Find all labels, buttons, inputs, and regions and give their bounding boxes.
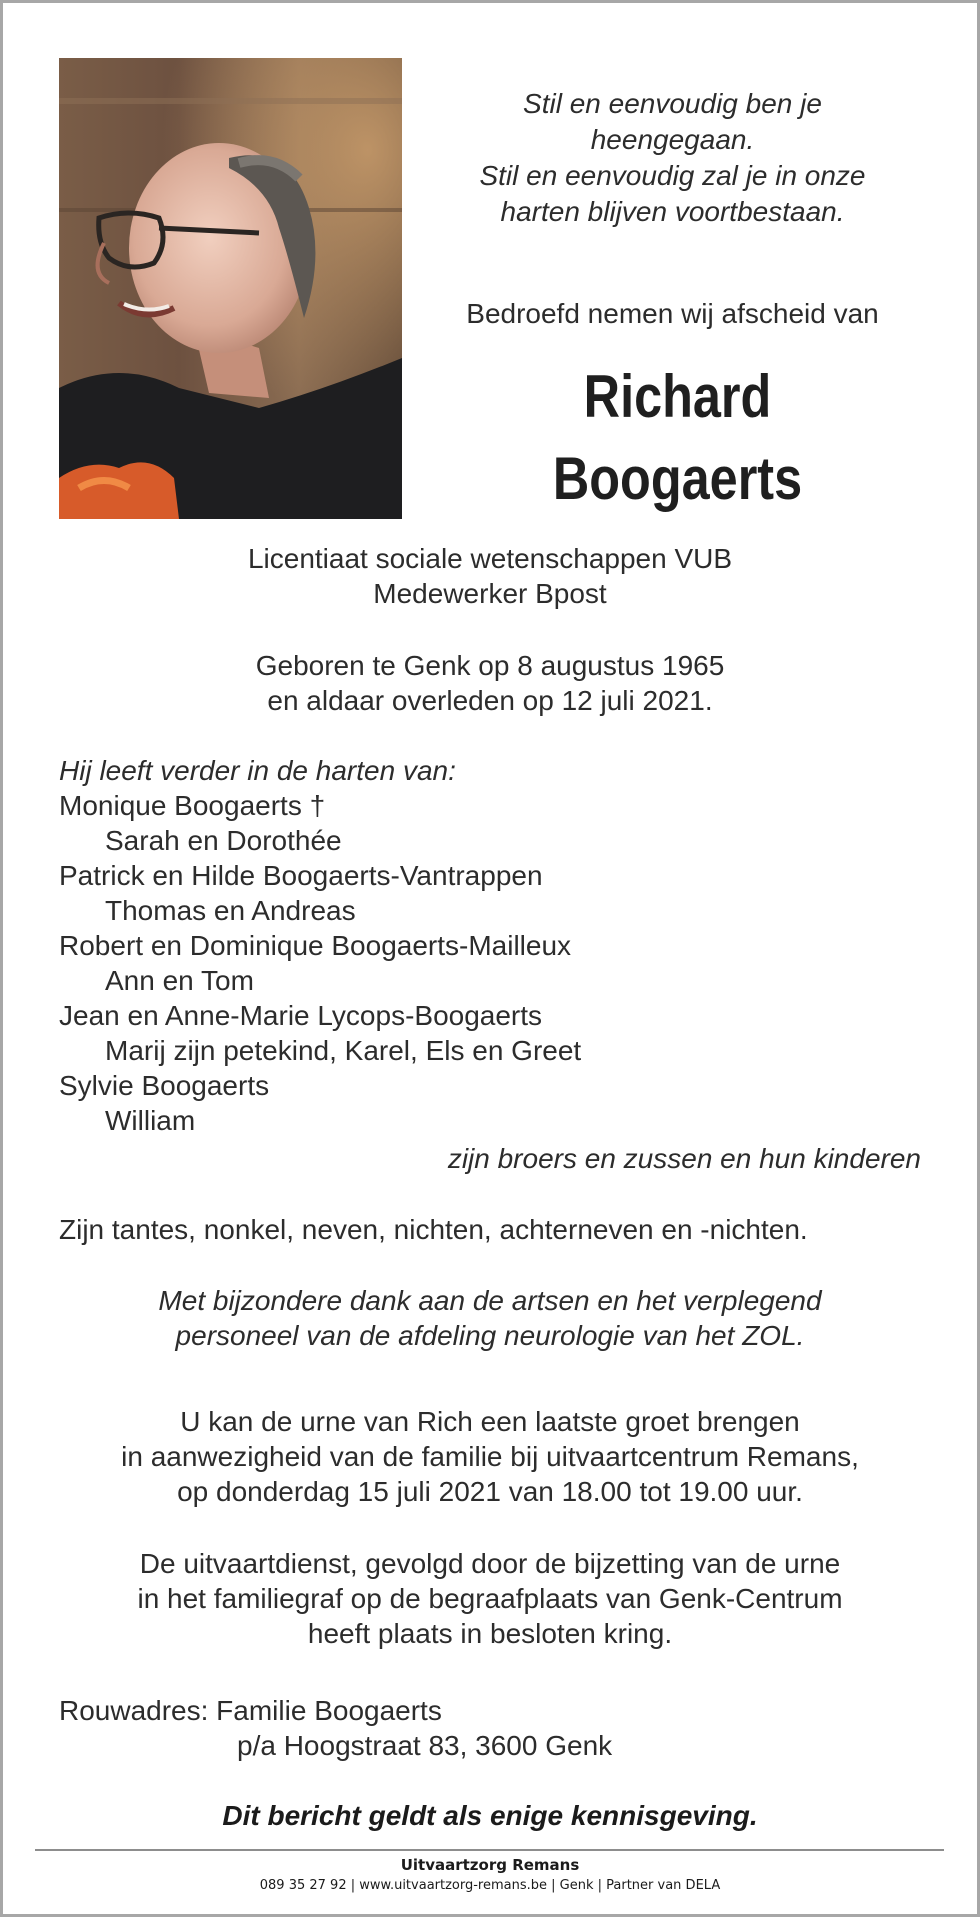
visitation-line: op donderdag 15 juli 2021 van 18.00 tot 19.00 uur.	[177, 1476, 803, 1507]
address-line: Rouwadres: Familie Boogaerts	[59, 1695, 442, 1726]
funeral-home-details: 089 35 27 92 | www.uitvaartzorg-remans.be | Genk | Partner van DELA	[259, 1878, 721, 1893]
death-line: en aldaar overleden op 12 juli 2021.	[267, 685, 713, 716]
occupation-line: Licentiaat sociale wetenschappen VUB	[247, 543, 733, 574]
address-line: p/a Hoogstraat 83, 3600 Genk	[237, 1730, 613, 1761]
family-closing: zijn broers en zussen en hun kinderen	[447, 1143, 921, 1174]
family-heading: Hij leeft verder in de harten van:	[59, 755, 456, 786]
family-member: Patrick en Hilde Boogaerts-Vantrappen	[59, 860, 543, 891]
family-member: Monique Boogaerts †	[59, 790, 326, 821]
service-line: De uitvaartdienst, gevolgd door de bijzetting van de urne	[139, 1548, 841, 1579]
visitation	[59, 1404, 921, 1509]
funeral-home-name: Uitvaartzorg Remans	[400, 1856, 580, 1874]
family-children: Ann en Tom	[105, 965, 254, 996]
service-line: heeft plaats in besloten kring.	[307, 1618, 673, 1649]
family-children: Sarah en Dorothée	[105, 825, 342, 856]
family-list	[59, 753, 939, 1138]
family-member: Sylvie Boogaerts	[59, 1070, 270, 1101]
family-children: Marij zijn petekind, Karel, Els en Greet	[105, 1035, 582, 1066]
mourning-address	[59, 1693, 939, 1763]
extended-family: Zijn tantes, nonkel, neven, nichten, achterneven en -nichten.	[59, 1214, 808, 1245]
birth-line: Geboren te Genk op 8 augustus 1965	[255, 650, 725, 681]
visitation-line: in aanwezigheid van de familie bij uitvaartcentrum Remans,	[121, 1441, 859, 1472]
occupation	[59, 541, 921, 611]
service-line: in het familiegraf op de begraafplaats van Genk-Centrum	[137, 1583, 843, 1614]
poem-line: harten blijven voortbestaan.	[500, 196, 845, 227]
thanks-line: Met bijzondere dank aan de artsen en het verplegend	[158, 1285, 822, 1316]
announcement: Bedroefd nemen wij afscheid van	[466, 298, 879, 329]
poem-line: heengegaan.	[590, 124, 755, 155]
footer-divider	[35, 1849, 944, 1851]
visitation-line: U kan de urne van Rich een laatste groet brengen	[180, 1406, 800, 1437]
notice: Dit bericht geldt als enige kennisgeving.	[222, 1800, 758, 1831]
birth-death	[59, 648, 921, 718]
family-children: Thomas en Andreas	[105, 895, 356, 926]
family-member: Jean en Anne-Marie Lycops-Boogaerts	[59, 1000, 543, 1031]
family-children: William	[105, 1105, 196, 1136]
thanks	[59, 1283, 921, 1353]
poem-line: Stil en eenvoudig zal je in onze	[479, 160, 866, 191]
thanks-line: personeel van de afdeling neurologie van het ZOL.	[175, 1320, 805, 1351]
family-member: Robert en Dominique Boogaerts-Mailleux	[59, 930, 572, 961]
portrait-photo	[59, 58, 402, 519]
service	[59, 1546, 921, 1651]
occupation-line: Medewerker Bpost	[373, 578, 607, 609]
poem	[420, 86, 925, 230]
deceased-name: Richard Boogaerts	[552, 363, 803, 512]
poem-line: Stil en eenvoudig ben je	[523, 88, 822, 119]
